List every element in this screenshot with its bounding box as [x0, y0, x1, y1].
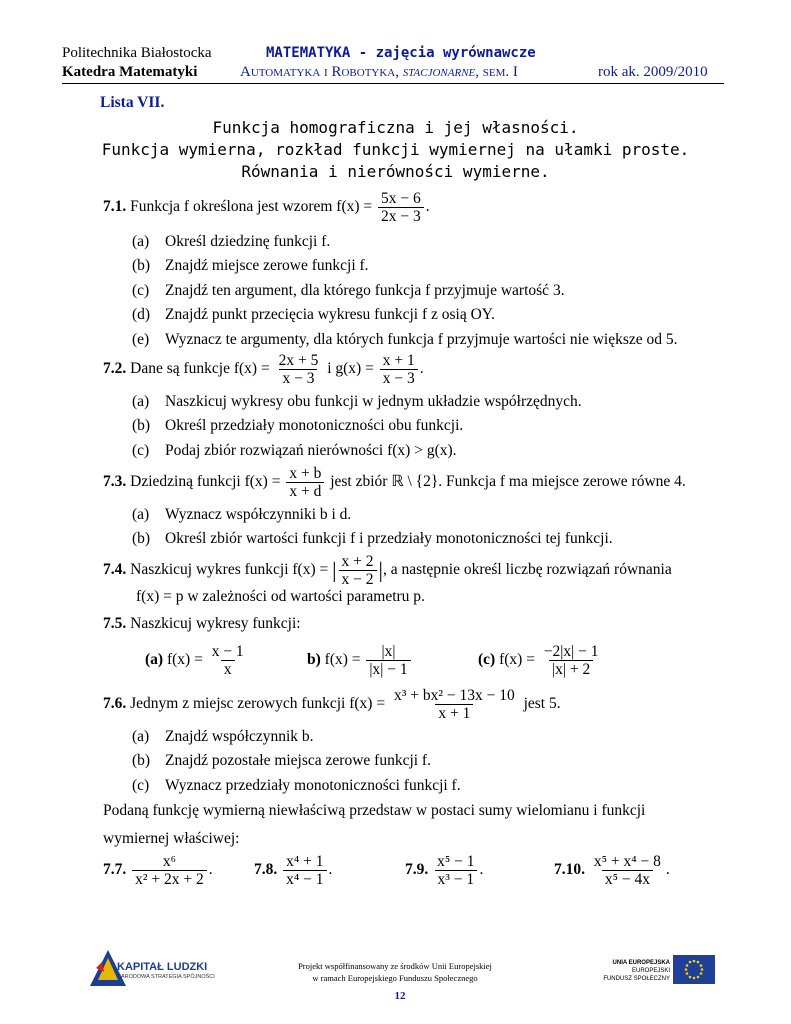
problem-7-5-b: b) f(x) = $\frac{|x|}{|x| - 1}$: [307, 643, 413, 678]
problem-7-1: 7.1. Funkcja f określona jest wzorem f(x) = $\frac{5x - 6}{2x - 3}$ .: [103, 190, 430, 225]
page-number: 12: [394, 990, 406, 1002]
kl-title: KAPITAŁ LUDZKI: [117, 961, 208, 973]
list-item: (a) Znajdź współczynnik b.: [132, 728, 314, 745]
program-semester: sem. I: [482, 64, 518, 80]
instruction-line-1: Podaną funkcję wymierną niewłaściwą przedstaw w postaci sumy wielomianu i funkcji: [103, 802, 646, 819]
fraction: [378, 190, 424, 225]
problem-7-3: 7.3. Dziedziną funkcji f(x) = $\frac{x + b}{x + d}$ jest zbiór ℝ \ {2}. Funkcja f ma miejsce zerowe równe 4.: [103, 465, 686, 500]
list-item: (a) Określ dziedzinę funkcji f.: [132, 233, 331, 250]
list-item: (c) Podaj zbiór rozwiązań nierówności f(x) > g(x).: [132, 441, 457, 459]
list-item: (b) Znajdź pozostałe miejsca zerowe funkcji f.: [132, 752, 431, 770]
instruction-line-2: wymiernej właściwej:: [103, 830, 240, 847]
problem-7-6-items: [132, 725, 461, 798]
problem-7-5-a: (a) f(x) = $\frac{x - 1}{x}$: [145, 643, 244, 678]
list-item: (b) Określ przedziały monotoniczności obu funkcji.: [132, 417, 464, 435]
program-name: Automatyka i Robotyka: [240, 64, 396, 80]
title-line-3: Równania i nierówności wymierne.: [241, 162, 550, 181]
problem-7-3-items: [132, 503, 613, 552]
denominator: 2x − 3: [378, 207, 424, 225]
university-name: Politechnika Białostocka: [62, 45, 212, 61]
course-title: MATEMATYKA - zajęcia wyrównawcze: [266, 45, 536, 61]
problem-number: 7.2.: [103, 360, 127, 378]
project-note: Projekt współfinansowany ze środków Unii Europejskiej w ramach Europejskiego Funduszu Społecznego: [298, 961, 492, 983]
problem-7-8: 7.8. $\frac{\text{x⁴ + 1}}{\text{x⁴ − 1}}$ .: [254, 853, 333, 888]
problem-7-2: 7.2. Dane są funkcje f(x) = $\frac{2x + 5}{x - 3}$ i g(x) = $\frac{x + 1}{x - 3}$ .: [103, 352, 424, 387]
title-line-2: Funkcja wymierna, rozkład funkcji wymiernej na ułamki proste.: [101, 140, 690, 159]
problem-intro: Funkcja f określona jest wzorem f(x) =: [130, 198, 373, 216]
eu-text: UNIA EUROPEJSKA EUROPEJSKI FUNDUSZ SPOŁECZNY: [603, 960, 670, 982]
numerator: 5x − 6: [381, 190, 421, 207]
problem-7-5-c: (c) f(x) = $\frac{-2|x| - 1}{|x| + 2}$: [478, 643, 599, 678]
problem-7-4-line2: f(x) = p w zależności od wartości parametru p.: [136, 588, 425, 605]
list-item: (c) Wyznacz przedziały monotoniczności funkcji f.: [132, 776, 461, 794]
list-item: (a) Wyznacz współczynniki b i d.: [132, 506, 352, 523]
problem-7-2-items: [132, 390, 582, 463]
header-rule: [62, 83, 724, 84]
problem-7-4: 7.4. Naszkicuj wykres funkcji f(x) = | $\frac{x + 2}{x - 2}$ |, a następnie określ liczbę rozwiązań równania: [103, 553, 672, 588]
list-item: (d) Znajdź punkt przecięcia wykresu funkcji f z osią OY.: [132, 306, 495, 324]
program-info: Automatyka i Robotyka, stacjonarne, sem. I: [240, 64, 518, 80]
list-item: (b) Znajdź miejsce zerowe funkcji f.: [132, 257, 369, 275]
problem-7-10: 7.10. $\frac{\text{x⁵ + x⁴ − 8}}{\text{x⁵ − 4x}}$ .: [554, 853, 670, 888]
program-mode: stacjonarne: [402, 64, 476, 80]
problem-number: 7.1.: [103, 198, 127, 216]
list-item: (c) Znajdź ten argument, dla którego funkcja f przyjmuje wartość 3.: [132, 281, 565, 299]
department-name: Katedra Matematyki: [62, 64, 198, 80]
problem-7-9: 7.9. $\frac{\text{x⁵ − 1}}{\text{x³ − 1}}$ .: [405, 853, 484, 888]
list-item: (b) Określ zbiór wartości funkcji f i przedziały monotoniczności tej funkcji.: [132, 530, 613, 548]
list-item: (e) Wyznacz te argumenty, dla których funkcja f przyjmuje wartości nie większe od 5.: [132, 330, 678, 348]
academic-year: rok ak. 2009/2010: [598, 64, 708, 80]
list-item: (a) Naszkicuj wykresy obu funkcji w jednym układzie współrzędnych.: [132, 393, 582, 410]
problem-7-5: 7.5. Naszkicuj wykresy funkcji:: [103, 615, 301, 632]
title-line-1: Funkcja homograficzna i jej własności.: [212, 118, 579, 137]
eu-flag-icon: [673, 955, 715, 984]
kl-subtitle: NARODOWA STRATEGIA SPÓJNOŚCI: [117, 974, 215, 980]
problem-7-1-items: [132, 230, 678, 352]
list-label: Lista VII.: [100, 94, 165, 111]
problem-7-7: 7.7. $\frac{\text{x⁶}}{\text{x² + 2x + 2}}$ .: [103, 853, 213, 888]
problem-7-6: 7.6. Jednym z miejsc zerowych funkcji f(x) = $\frac{\text{x³ + bx² − 13x − 10}}{x + 1}$ jest 5.: [103, 687, 561, 722]
